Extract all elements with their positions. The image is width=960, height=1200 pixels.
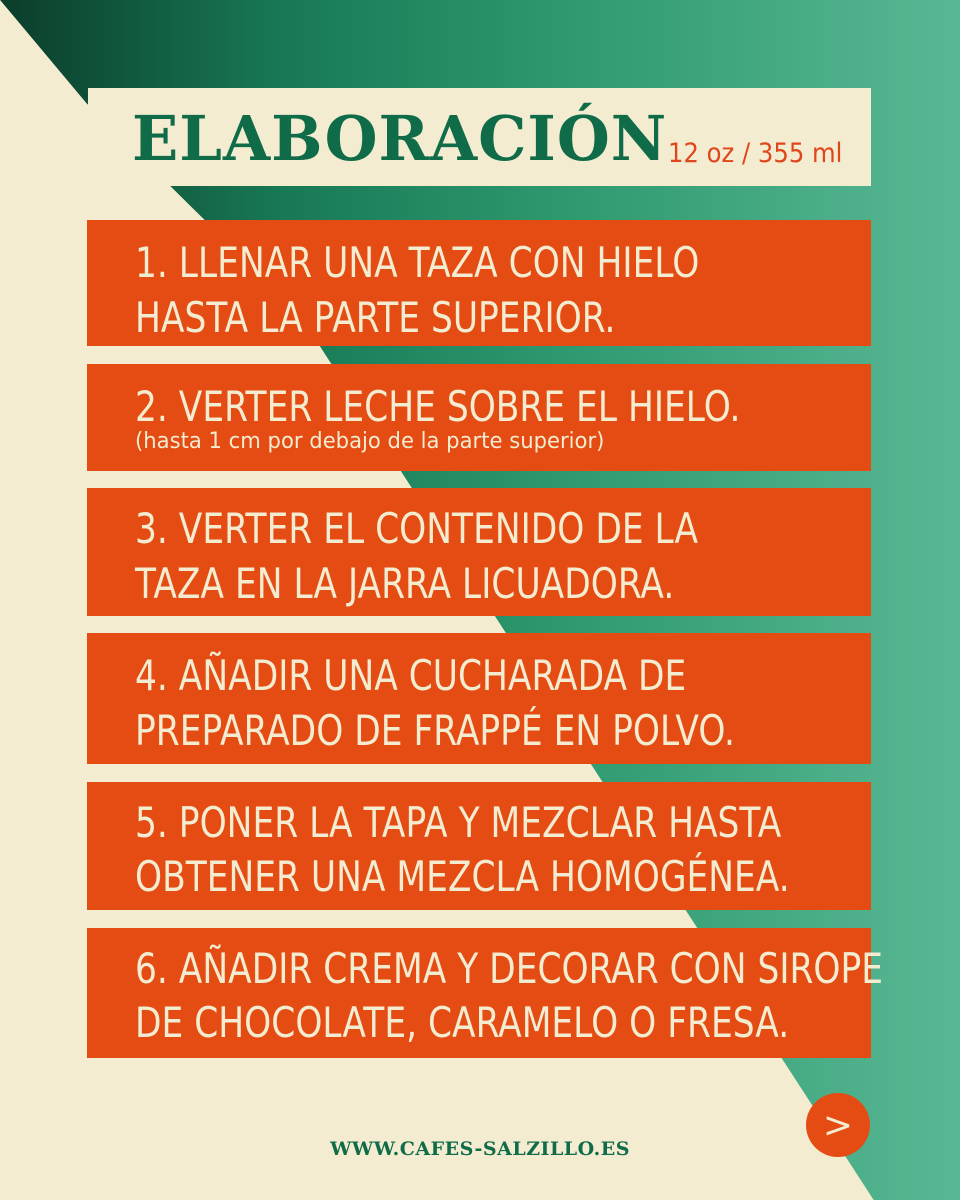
page-title: ELABORACIÓN [132,102,668,175]
step-3-line-2: TAZA EN LA JARRA LICUADORA. [135,559,675,608]
step-6 [87,928,884,1058]
step-4-line-2: PREPARADO DE FRAPPÉ EN POLVO. [135,706,735,755]
chevron-right-icon: > [822,1104,854,1146]
step-1-line-2: HASTA LA PARTE SUPERIOR. [135,293,616,342]
website-link[interactable]: WWW.CAFES-SALZILLO.ES [330,1138,630,1160]
step-6-line-2: DE CHOCOLATE, CARAMELO O FRESA. [135,998,790,1047]
step-1 [87,220,871,346]
step-4 [87,633,871,764]
step-5 [87,782,871,910]
step-3-line-1: 3. VERTER EL CONTENIDO DE LA [135,504,699,553]
step-4-line-1: 4. AÑADIR UNA CUCHARADA DE [135,651,687,700]
serving-size: 12 oz / 355 ml [668,138,843,169]
step-3 [87,488,871,616]
step-5-line-2: OBTENER UNA MEZCLA HOMOGÉNEA. [135,852,790,901]
step-2 [87,364,871,471]
step-6-line-1: 6. AÑADIR CREMA Y DECORAR CON SIROPE [135,944,884,993]
step-2-note: (hasta 1 cm por debajo de la parte superior) [135,429,605,454]
step-1-line-1: 1. LLENAR UNA TAZA CON HIELO [135,238,700,287]
step-5-line-1: 5. PONER LA TAPA Y MEZCLAR HASTA [135,798,782,847]
step-2-line-1: 2. VERTER LECHE SOBRE EL HIELO. [135,382,741,431]
header-panel [88,88,871,186]
